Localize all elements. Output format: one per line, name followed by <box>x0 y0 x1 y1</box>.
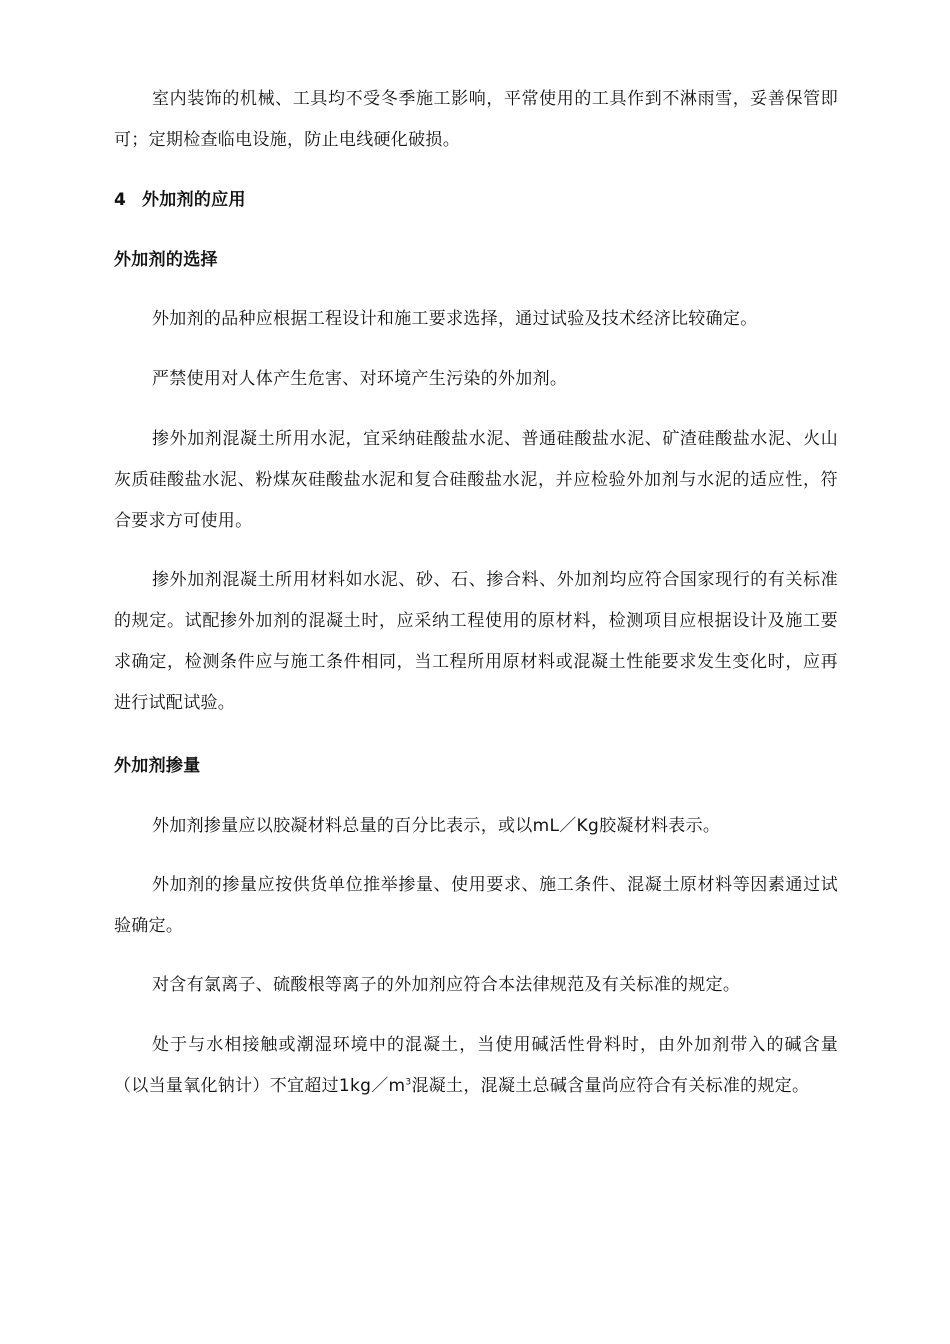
paragraph-tools-maintenance: 室内装饰的机械、工具均不受冬季施工影响，平常使用的工具作到不淋雨雪，妥善保管即可；定期检查临电设施，防止电线硬化破损。 <box>114 89 838 150</box>
paragraph-cement-types: 掺外加剂混凝土所用水泥，宜采纳硅酸盐水泥、普通硅酸盐水泥、矿渣硅酸盐水泥、火山灰质硅酸盐水泥、粉煤灰硅酸盐水泥和复合硅酸盐水泥，并应检验外加剂与水泥的适应性，符合要求方可使用。 <box>114 429 838 531</box>
paragraph-prohibition: 严禁使用对人体产生危害、对环境产生污染的外加剂。 <box>152 369 568 389</box>
section-title: 外加剂的应用 <box>142 190 246 210</box>
paragraph-alkali-content <box>114 1025 838 1107</box>
alkali-text-part-2: 混凝土，混凝土总碱含量尚应符合有关标准的规定。 <box>411 1076 810 1096</box>
paragraph-admixture-type: 外加剂的品种应根据工程设计和施工要求选择，通过试验及技术经济比较确定。 <box>152 309 758 329</box>
paragraph-materials-standards: 掺外加剂混凝土所用材料如水泥、砂、石、掺合料、外加剂均应符合国家现行的有关标准的规定。试配掺外加剂的混凝土时，应采纳工程使用的原材料，检测项目应根据设计及施工要求确定，检测条件应与施工条件相同，当工程所用原材料或混凝土性能要求发生变化时，应再进行试配试验。 <box>114 570 838 713</box>
subheading-dosage: 外加剂掺量 <box>114 756 201 776</box>
paragraph-chloride-sulfate: 对含有氯离子、硫酸根等离子的外加剂应符合本法律规范及有关标准的规定。 <box>152 975 741 995</box>
subheading-selection: 外加剂的选择 <box>114 250 218 270</box>
section-heading <box>114 180 838 221</box>
paragraph-dosage-determination: 外加剂的掺量应按供货单位推举掺量、使用要求、施工条件、混凝土原材料等因素通过试验确定。 <box>114 875 838 936</box>
cubic-superscript: 3 <box>405 1077 412 1088</box>
paragraph-dosage-expression: 外加剂掺量应以胶凝材料总量的百分比表示，或以mL／Kg胶凝材料表示。 <box>152 816 721 836</box>
alkali-text-part-1: 处于与水相接触或潮湿环境中的混凝土，当使用碱活性骨料时，由外加剂带入的碱含量（以当量氧化钠计）不宜超过1kg／m <box>114 1035 838 1096</box>
section-number: 4 <box>114 190 127 210</box>
